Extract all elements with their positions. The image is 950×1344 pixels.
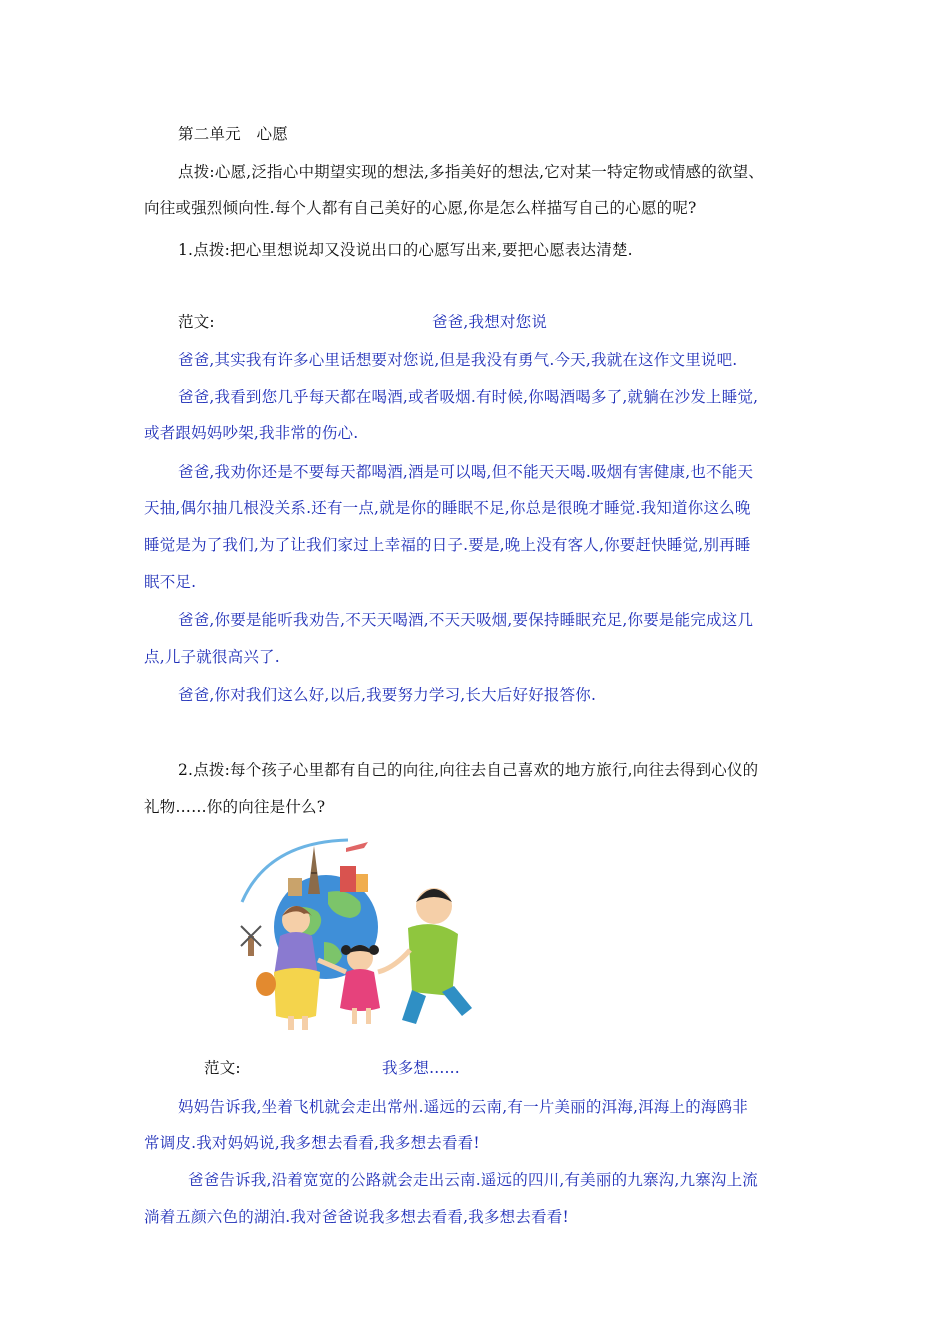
handbag-icon xyxy=(256,972,276,996)
section1-p5-line-1: 爸爸,你对我们这么好,以后,我要努力学习,长大后好好报答你. xyxy=(178,686,597,704)
section1-p1-line-1: 爸爸,其实我有许多心里话想要对您说,但是我没有勇气.今天,我就在这作文里说吧. xyxy=(178,351,738,369)
intro-line-2: 向往或强烈倾向性.每个人都有自己美好的心愿,你是怎么样描写自己的心愿的呢? xyxy=(144,199,697,217)
section1-p3-line-3: 睡觉是为了我们,为了让我们家过上幸福的日子.要是,晚上没有客人,你要赶快睡觉,别再睡 xyxy=(144,536,751,554)
section2-hint-line-2: 礼物……你的向往是什么? xyxy=(144,798,326,816)
section1-p3-line-4: 眠不足. xyxy=(144,573,197,591)
section1-p4-line-2: 点,儿子就很高兴了. xyxy=(144,648,280,666)
section2-p1-line-1: 妈妈告诉我,坐着飞机就会走出常州.遥远的云南,有一片美丽的洱海,洱海上的海鸥非 xyxy=(178,1098,749,1116)
section2-hint-line-1: 2.点拨:每个孩子心里都有自己的向往,向往去自己喜欢的地方旅行,向往去得到心仪的 xyxy=(178,761,759,779)
building-icon xyxy=(340,866,356,892)
section2-sample-label: 范文: xyxy=(204,1059,241,1077)
tower-icon xyxy=(308,846,320,894)
section1-p2-line-2: 或者跟妈妈吵架,我非常的伤心. xyxy=(144,424,359,442)
intro-line-1: 点拨:心愿,泛指心中期望实现的想法,多指美好的想法,它对某一特定物或情感的欲望、 xyxy=(178,163,765,181)
section1-hint: 1.点拨:把心里想说却又没说出口的心愿写出来,要把心愿表达清楚. xyxy=(178,241,633,259)
section1-p2-line-1: 爸爸,我看到您几乎每天都在喝酒,或者吸烟.有时候,你喝酒喝多了,就躺在沙发上睡觉, xyxy=(178,388,759,406)
section2-p2-line-2: 淌着五颜六色的湖泊.我对爸爸说我多想去看看,我多想去看看! xyxy=(144,1208,569,1226)
section1-sample-label: 范文: xyxy=(178,313,215,331)
section1-p3-line-2: 天抽,偶尔抽几根没关系.还有一点,就是你的睡眠不足,你总是很晚才睡觉.我知道你这么晚 xyxy=(144,499,751,517)
unit-title: 第二单元 心愿 xyxy=(178,125,288,143)
section1-p3-line-1: 爸爸,我劝你还是不要每天都喝酒,酒是可以喝,但不能天天喝.吸烟有害健康,也不能天 xyxy=(178,463,754,481)
section2-p1-line-2: 常调皮.我对妈妈说,我多想去看看,我多想去看看! xyxy=(144,1134,480,1152)
family-travel-illustration xyxy=(228,832,504,1038)
section2-p2-line-1: 爸爸告诉我,沿着宽宽的公路就会走出云南.遥远的四川,有美丽的九寨沟,九寨沟上流 xyxy=(188,1171,759,1189)
section1-p4-line-1: 爸爸,你要是能听我劝告,不天天喝酒,不天天吸烟,要保持睡眠充足,你要是能完成这几 xyxy=(178,611,754,629)
section1-sample-title: 爸爸,我想对您说 xyxy=(432,313,548,331)
section2-sample-title: 我多想...... xyxy=(382,1059,460,1077)
airplane-icon xyxy=(346,842,368,852)
